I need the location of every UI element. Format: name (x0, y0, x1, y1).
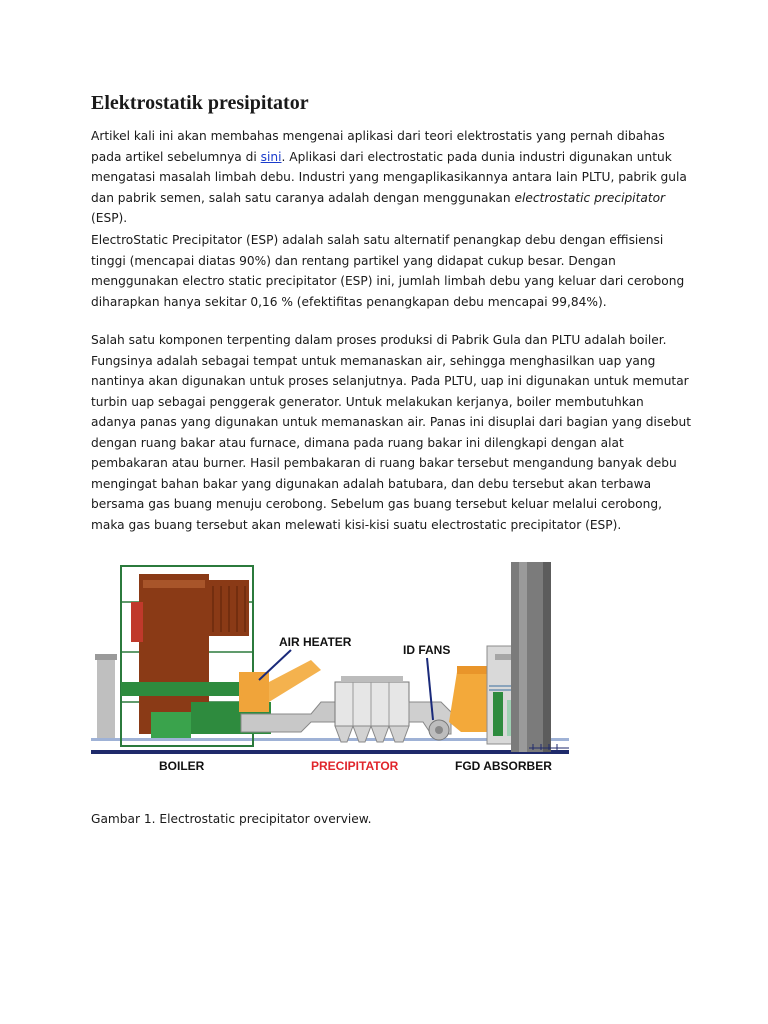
fgd-absorber-label: FGD ABSORBER (455, 759, 552, 773)
esp-overview-figure (91, 562, 569, 776)
fgd-absorber (449, 562, 551, 752)
intro-text-end: (ESP). (91, 211, 128, 225)
paragraph-boiler: Salah satu komponen terpenting dalam proses produksi di Pabrik Gula dan PLTU adalah boiler. Fungsinya adalah sebagai tempat untuk memanaskan air, sehingga menghasilkan uap yang nantinya akan digunakan untuk proses selanjutnya. Pada PLTU, uap ini digunakan untuk memutar turbin uap sebagai penggerak generator. Untuk melakukan kerjanya, boiler membutuhkan adanya panas yang digunakan untuk memanaskan air. Panas ini disuplai dari bagian yang disebut dengan ruang bakar atau furnace, dimana pada ruang bakar ini dilengkapi dengan alat pembakaran atau burner. Hasil pembakaran di ruang bakar tersebut mengandung banyak debu mengingat bahan bakar yang digunakan adalah batubara, dan debu tersebut akan terbawa bersama gas buang menuju cerobong. Sebelum gas buang tersebut keluar melalui cerobong, maka gas buang tersebut akan melewati kisi-kisi suatu electrostatic precipitator (ESP). (91, 333, 692, 532)
paragraph-intro (91, 126, 691, 229)
paragraph-esp-definition: ElectroStatic Precipitator (ESP) adalah salah satu alternatif penangkap debu dengan effisiensi tinggi (mencapai diatas 90%) dan rentang partikel yang didapat cukup besar. Dengan menggunakan electro static precipitator (ESP) ini, jumlah limbah debu yang keluar dari cerobong diharapkan hanya sekitar 0,16 % (efektifitas penangkapan debu mencapai 99,84%). (91, 233, 685, 309)
precipitator-unit (335, 676, 409, 742)
air-heater-duct (239, 660, 321, 712)
id-fans (429, 720, 449, 740)
sini-link[interactable]: sini (260, 149, 282, 164)
article-title: Elektrostatik presipitator (91, 92, 309, 114)
intro-text-start: Artikel kali ini akan membahas mengenai aplikasi dari teori elektrostatis yang pernah dibahas pada artikel sebelumnya di (91, 129, 665, 164)
figure-caption: Gambar 1. Electrostatic precipitator overview. (91, 812, 372, 826)
id-fans-label: ID FANS (403, 643, 451, 657)
precipitator-label: PRECIPITATOR (311, 759, 399, 773)
air-heater-label: AIR HEATER (279, 635, 352, 649)
intro-text-middle: . Aplikasi dari electrostatic pada dunia industri digunakan untuk mengatasi masalah limbah debu. Industri yang mengaplikasikannya antara lain PLTU, pabrik gula dan pabrik semen, salah satu caranya adalah dengan menggunakan (91, 149, 687, 205)
esp-diagram (91, 562, 569, 776)
boiler-label: BOILER (159, 759, 205, 773)
intro-italic-term: electrostatic precipitator (514, 190, 666, 205)
